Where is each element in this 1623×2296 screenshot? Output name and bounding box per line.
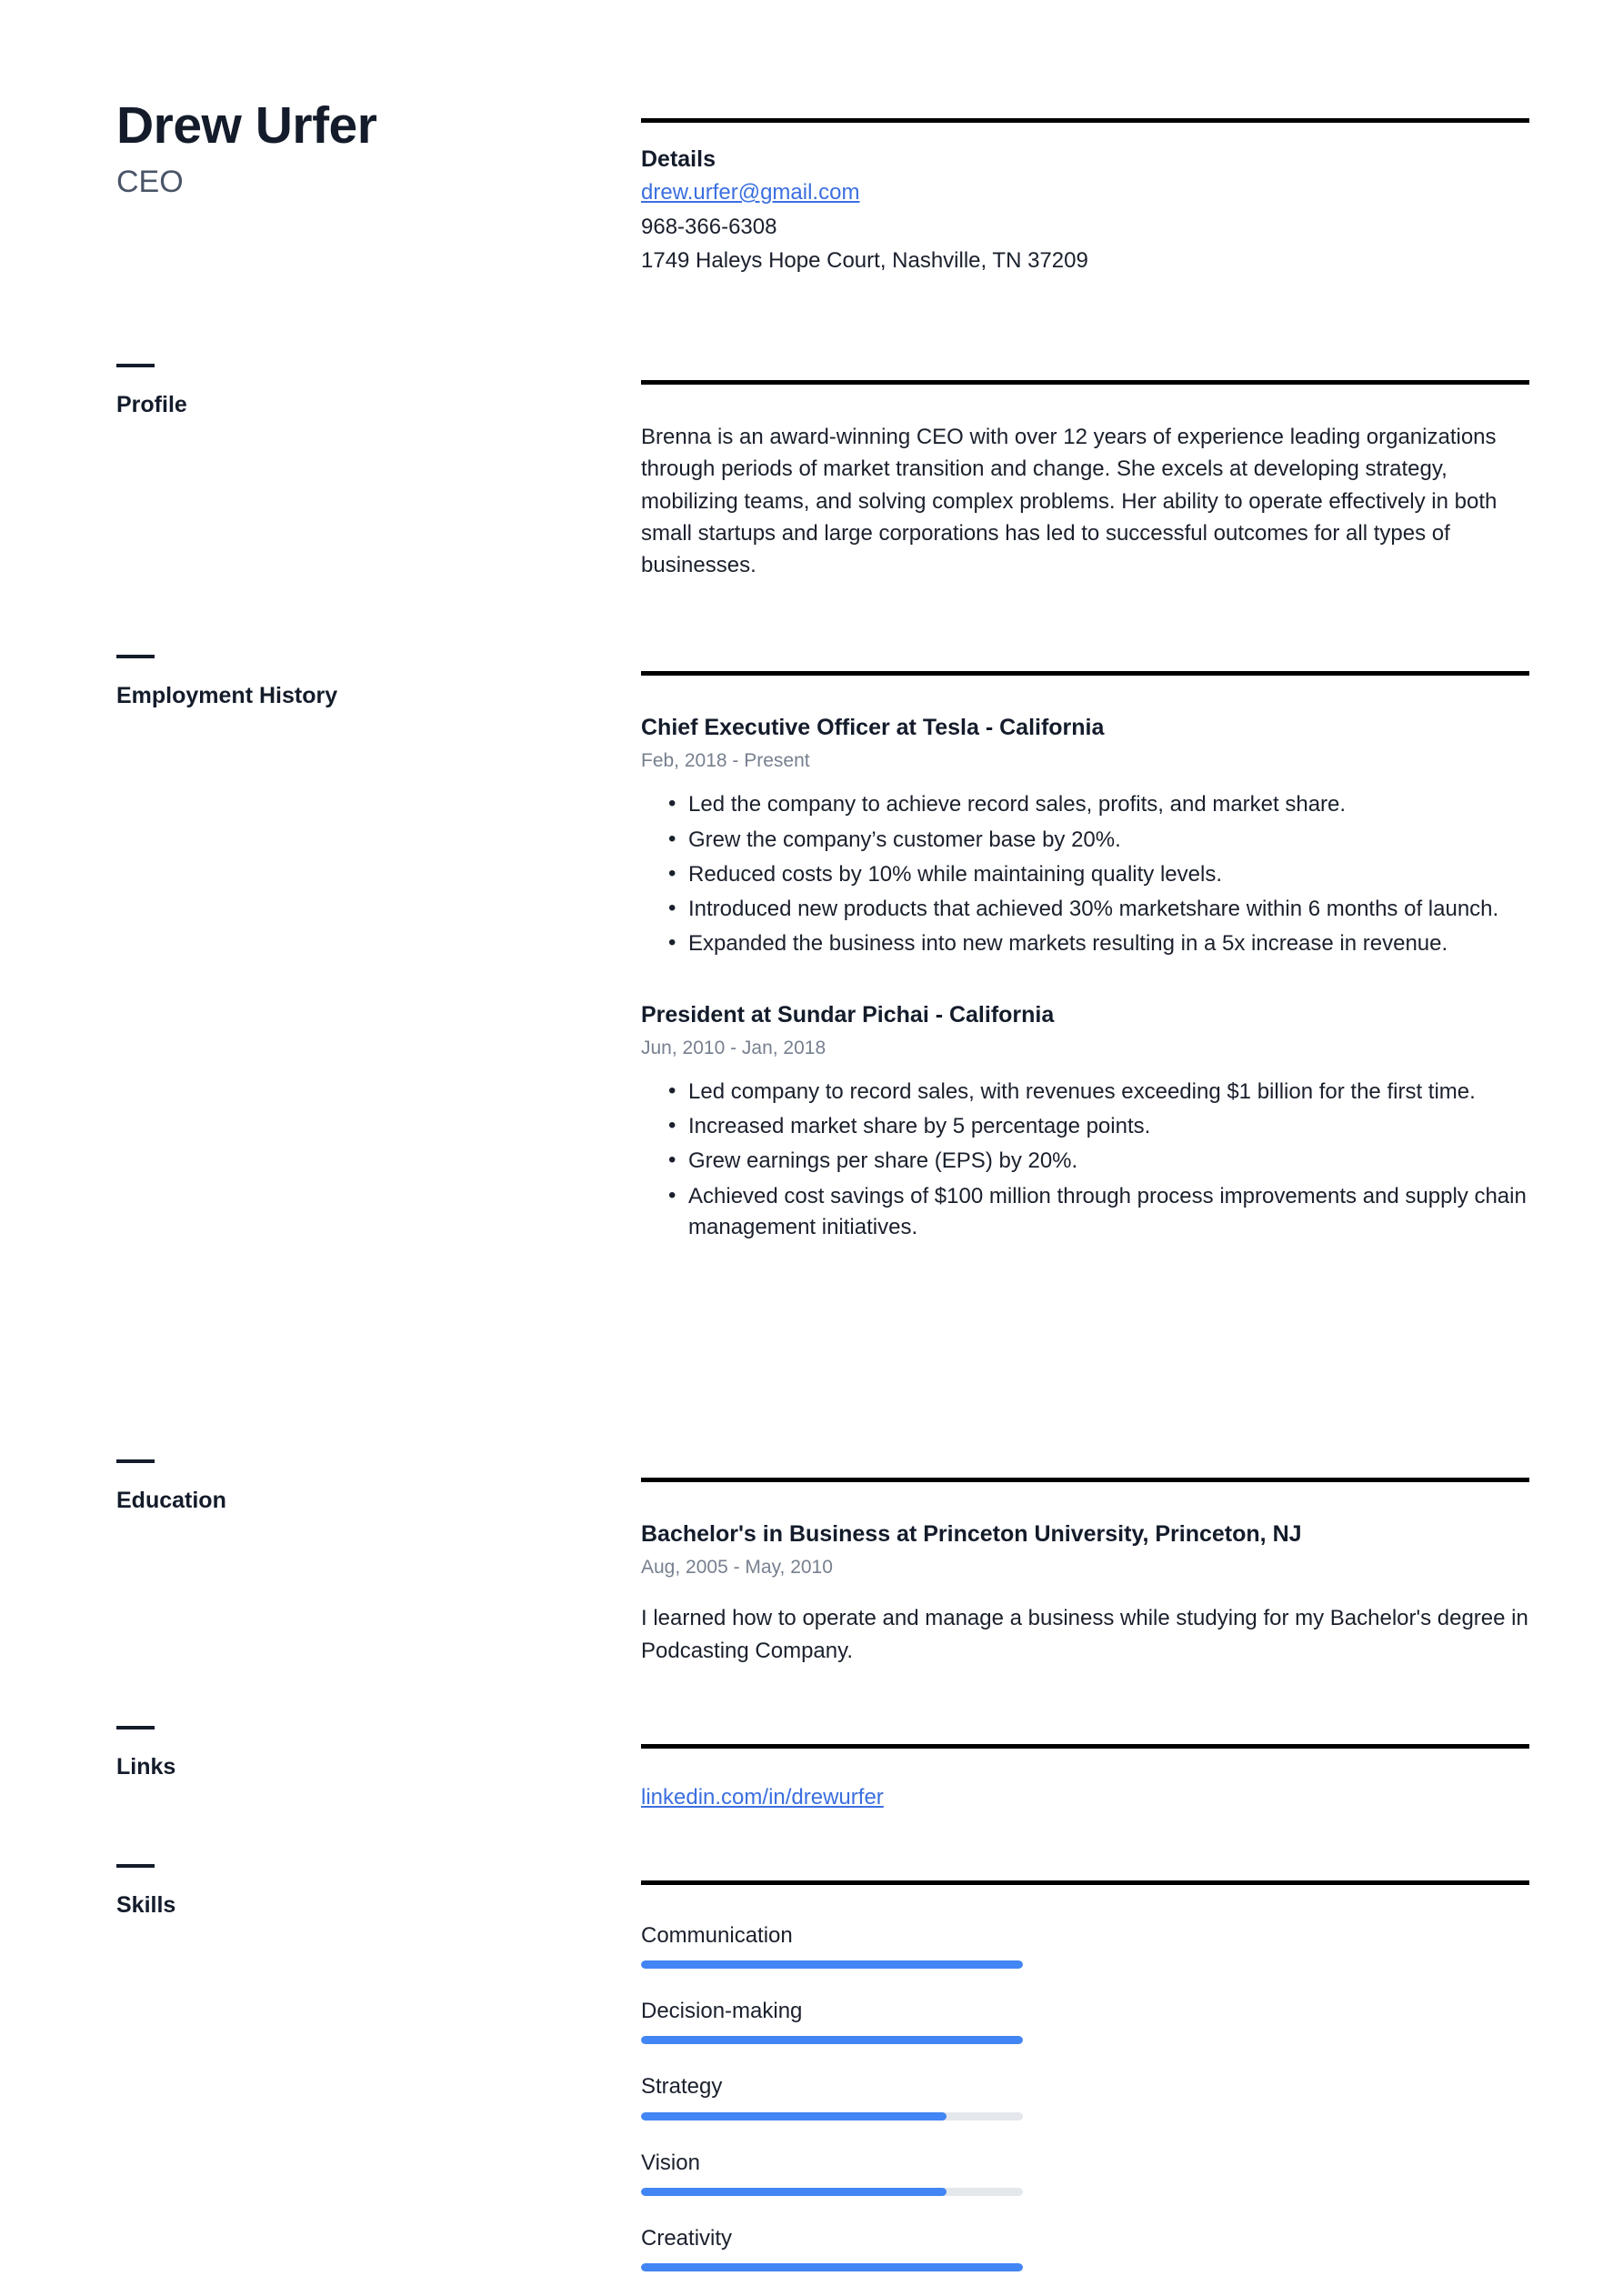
skill-progress-fill <box>641 2036 1023 2044</box>
section-dash-icon <box>116 1864 155 1868</box>
education-section <box>641 1478 1529 1667</box>
skill-item <box>641 1921 1529 1969</box>
skill-progress-fill <box>641 2263 1023 2271</box>
list-item: • Grew earnings per share (EPS) by 20%. <box>641 1146 1529 1177</box>
skill-item <box>641 2224 1529 2271</box>
profile-section <box>641 380 1529 581</box>
linkedin-link[interactable]: linkedin.com/in/drewurfer <box>641 1785 884 1810</box>
list-item: • Expanded the business into new markets resulting in a 5x increase in revenue. <box>641 928 1529 959</box>
skill-progress-track <box>641 2263 1023 2271</box>
job-bullet-list <box>641 1077 1529 1242</box>
sidebar-label-links: Links <box>116 1754 176 1780</box>
skill-progress-track <box>641 2112 1023 2121</box>
list-item: • Led the company to achieve record sales, profits, and market share. <box>641 789 1529 820</box>
phone-line: 968-366-6308 <box>641 214 777 239</box>
employment-entry <box>641 714 1529 959</box>
job-title-text: Chief Executive Officer at Tesla - California <box>641 715 1105 740</box>
employment-section <box>641 671 1529 1247</box>
section-divider <box>641 1880 1529 1885</box>
links-section <box>641 1744 1529 1813</box>
sidebar-label-employment: Employment History <box>116 683 338 708</box>
job-title-text: President at Sundar Pichai - California <box>641 1001 1055 1028</box>
section-divider <box>641 1478 1529 1482</box>
job-bullet-list <box>641 789 1529 958</box>
sidebar-item-education <box>116 1459 571 1514</box>
skill-progress-track <box>641 2036 1023 2044</box>
email-line <box>641 178 1529 208</box>
section-divider <box>641 1744 1529 1749</box>
degree-description: I learned how to operate and manage a business while studying for my Bachelor's degree in Podcasting Company. <box>641 1606 1528 1663</box>
skill-progress-track <box>641 1960 1023 1969</box>
sidebar-item-skills <box>116 1864 571 1919</box>
sidebar-label-skills: Skills <box>116 1892 176 1918</box>
section-dash-icon <box>116 1459 155 1463</box>
address-line: 1749 Haleys Hope Court, Nashville, TN 37209 <box>641 248 1088 274</box>
skill-item <box>641 2149 1529 2196</box>
skills-section <box>641 1880 1529 2296</box>
section-divider <box>641 118 1529 123</box>
sidebar-label-profile: Profile <box>116 392 187 417</box>
details-heading: Details <box>641 146 716 172</box>
list-item: • Grew the company’s customer base by 20%. <box>641 825 1529 856</box>
section-divider <box>641 671 1529 676</box>
skill-progress-fill <box>641 1960 1023 1969</box>
section-dash-icon <box>116 364 155 367</box>
section-dash-icon <box>116 655 155 658</box>
details-section <box>641 118 1529 276</box>
list-item: • Reduced costs by 10% while maintaining quality levels. <box>641 859 1529 890</box>
sidebar-item-employment <box>116 655 571 709</box>
job-date-text: Jun, 2010 - Jan, 2018 <box>641 1038 827 1059</box>
list-item: • Achieved cost savings of $100 million through process improvements and supply chain management initiatives. <box>641 1181 1529 1243</box>
skill-item <box>641 2072 1529 2120</box>
skill-progress-fill <box>641 2112 947 2121</box>
sidebar-item-profile <box>116 364 571 418</box>
list-item: • Led company to record sales, with revenues exceeding $1 billion for the first time. <box>641 1077 1529 1108</box>
skill-label: Creativity <box>641 2225 733 2251</box>
section-dash-icon <box>116 1726 155 1730</box>
skill-progress-track <box>641 2188 1023 2196</box>
section-divider <box>641 380 1529 385</box>
degree-date-text: Aug, 2005 - May, 2010 <box>641 1557 833 1579</box>
degree-title-text: Bachelor's in Business at Princeton University, Princeton, NJ <box>641 1521 1302 1547</box>
list-item: • Introduced new products that achieved 30% marketshare within 6 months of launch. <box>641 894 1529 925</box>
resume-header <box>116 98 607 200</box>
sidebar-label-education: Education <box>116 1488 226 1513</box>
sidebar-item-links <box>116 1726 571 1780</box>
skill-label: Strategy <box>641 2074 723 2100</box>
link-row <box>641 1783 1529 1813</box>
job-date-text: Feb, 2018 - Present <box>641 750 810 772</box>
employment-entry <box>641 1001 1529 1243</box>
skill-label: Vision <box>641 2150 700 2175</box>
email-link[interactable]: drew.urfer@gmail.com <box>641 180 860 205</box>
page-title: Drew Urfer <box>116 96 377 155</box>
profile-text: Brenna is an award-winning CEO with over 12 years of experience leading organizations through periods of market transition and change. She excels at developing strategy, mobilizing teams, and solving complex problems. Her ability to operate effectively in both small startups and large corporations has led to successful outcomes for all types of businesses. <box>641 425 1498 578</box>
education-entry <box>641 1520 1529 1667</box>
skill-progress-fill <box>641 2188 947 2196</box>
skill-item <box>641 1997 1529 2044</box>
skill-label: Communication <box>641 1923 793 1948</box>
job-title: CEO <box>116 164 184 199</box>
skill-label: Decision-making <box>641 1999 803 2024</box>
skills-list <box>641 1921 1529 2271</box>
list-item: • Increased market share by 5 percentage points. <box>641 1111 1529 1142</box>
